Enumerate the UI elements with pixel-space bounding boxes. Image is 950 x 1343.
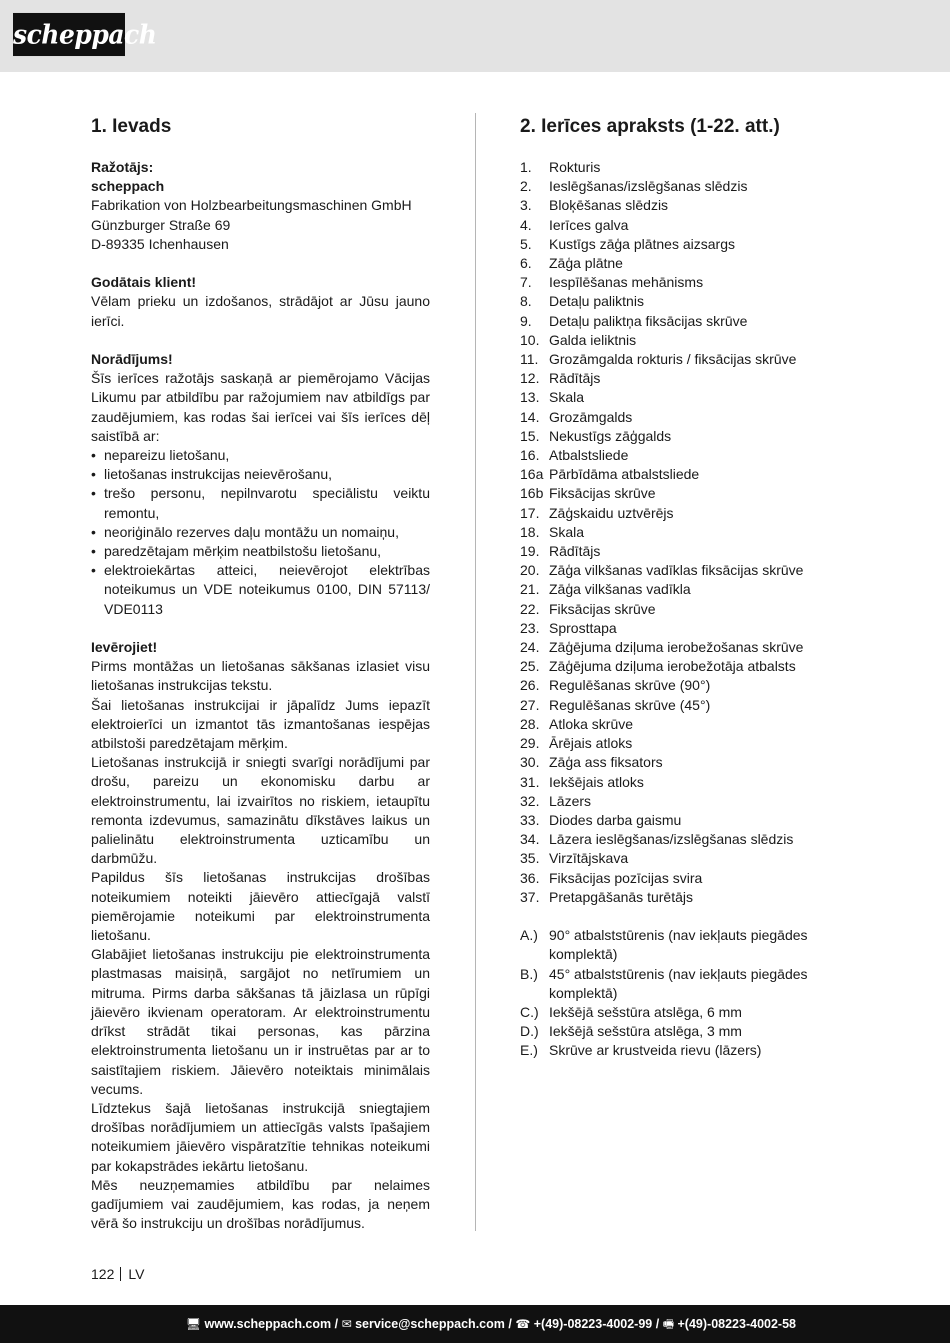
list-item: • trešo personu, nepilnvarotu speciālistu veiktu remontu, [91,484,430,522]
item-number: 8. [520,293,532,310]
list-item [520,331,865,350]
list-item: • lietošanas instrukcijas neievērošanu, [91,465,430,484]
item-label: Pretapgāšanās turētājs [549,888,693,905]
list-item [520,408,865,427]
item-number: 5. [520,235,532,252]
list-item [520,715,865,734]
list-item [520,926,865,964]
list-item [520,273,865,292]
list-item [520,619,865,638]
list-item [520,216,865,235]
list-item [520,792,865,811]
item-label: Fiksācijas skrūve [549,485,656,502]
attention-title: Ievērojiet! [91,639,158,656]
item-label: Lāzers [549,792,592,809]
item-label: Rokturis [549,159,601,175]
item-number: 26. [520,677,540,694]
list-item: • elektroiekārtas atteici, neievērojot elektrības noteikumus un VDE noteikumus 0100, DIN 57113/ VDE0113 [91,561,430,619]
list-item [520,773,865,792]
item-number: 30. [520,754,540,771]
item-label: Skala [549,523,585,540]
item-number: 7. [520,274,532,291]
list-item [520,849,865,868]
attention-paragraph: Šai lietošanas instrukcijai ir jāpalīdz Jums iepazīt elektroierīci un izmantot tās izmantošanas iespējas atbilstoši paredzētajam mērķim. [91,696,430,752]
list-item [520,696,865,715]
manufacturer-label: Ražotājs: [91,159,154,175]
list-item [520,254,865,273]
list-item [520,830,865,849]
item-number: 23. [520,619,540,636]
website-link[interactable]: www.scheppach.com [204,1317,332,1331]
item-number: A.) [520,927,538,944]
item-label: Atloka skrūve [549,715,634,732]
item-label: Regulēšanas skrūve (45°) [549,696,711,713]
note-text: Šīs ierīces ražotājs saskaņā ar piemērojamo Vācijas Likumu par atbildību par ražojumiem nav atbildīgs par zaudējumiem, kas rodas šai ierīcei vai šīs ierīces dēļ saistībā ar: [91,370,430,444]
list-item [520,1022,865,1041]
item-number: 21. [520,581,540,598]
list-item [520,369,865,388]
item-label: Sprosttapa [549,619,617,636]
list-item [520,504,865,523]
attention-paragraph: Glabājiet lietošanas instrukciju pie elektroinstrumenta plastmasas maisiņā, sargājot no netīrumiem un mitruma. Pirms darba sākšanas tā jāizlasa un rūpīgi jāievēro ikvienam operatoram. Ar elektroinstrumentu drīkst strādāt tikai personas, kas pārzina elektroinstrumenta lietošanu un ir instruētas par ar to saistītajiem riskiem. Jāievēro noteiktais minimālais vecums. [91,946,430,1097]
item-label: 45° atbalststūrenis (nav iekļauts piegādes komplektā) [549,965,808,1001]
list-item [520,484,865,503]
item-number: 13. [520,389,540,406]
list-item [520,312,865,331]
item-number: 36. [520,869,540,886]
item-label: Grozāmgalds [549,408,633,425]
item-label: Zāģējuma dziļuma ierobežošanas skrūve [549,639,804,656]
address-line: Fabrikation von Holzbearbeitungsmaschinen GmbH [91,197,412,214]
item-label: Pārbīdāma atbalstsliede [549,466,700,483]
item-number: 27. [520,696,540,713]
item-number: 14. [520,408,540,425]
item-label: Zāģskaidu uztvērējs [549,504,674,521]
list-item [520,1003,865,1022]
list-item [520,580,865,599]
item-label: 90° atbalststūrenis (nav iekļauts piegādes komplektā) [549,927,808,963]
item-number: 31. [520,773,540,790]
list-item [520,888,865,907]
item-label: Detaļu paliktņa fiksācijas skrūve [549,312,748,329]
list-item [520,427,865,446]
item-number: 10. [520,331,540,348]
item-label: Fiksācijas pozīcijas svira [549,869,703,886]
item-label: Kustīgs zāģa plātnes aizsargs [549,235,735,252]
list-item [520,1041,865,1060]
list-item [520,965,865,1003]
left-column [91,113,430,1233]
item-number: 16a [520,466,544,483]
item-label: Zāģa vilkšanas vadīkla [549,581,691,598]
accessories-list [520,926,865,1060]
item-label: Zāģējuma dziļuma ierobežotāja atbalsts [549,658,796,675]
column-divider [475,113,476,1231]
item-label: Rādītājs [549,543,601,560]
email-link[interactable]: service@scheppach.com [355,1317,505,1331]
list-item: • neoriģinālo rezerves daļu montāžu un nomaiņu, [91,523,430,542]
list-item [520,446,865,465]
list-item [520,676,865,695]
list-item: • paredzētajam mērķim neatbilstošu lietošanu, [91,542,430,561]
item-label: Skrūve ar krustveida rievu (lāzers) [549,1042,762,1059]
item-number: 22. [520,600,540,617]
item-label: Zāģa plātne [549,255,623,272]
page-number: 122 [91,1266,115,1282]
list-item [520,869,865,888]
item-number: 34. [520,831,540,848]
item-label: Bloķēšanas slēdzis [549,197,669,214]
list-item [520,388,865,407]
address-line: D-89335 Ichenhausen [91,235,229,252]
item-label: Zāģa vilkšanas vadīklas fiksācijas skrūve [549,562,804,579]
list-item [520,292,865,311]
item-number: 28. [520,715,540,732]
attention-paragraph: Mēs neuzņemamies atbildību par nelaimes gadījumiem vai zaudējumiem, kas rodas, ja neņem vērā šo instrukciju un drošības norādījumus. [91,1176,430,1232]
attention-paragraph: Papildus šīs lietošanas instrukcijas drošības noteikumiem noteikti jāievēro attiecīgajā valstī piemērojamie noteikumi par elektroinstrumenta lietošanu. [91,869,430,944]
greeting-text: Vēlam prieku un izdošanos, strādājot ar Jūsu jauno ierīci. [91,293,430,329]
list-item [520,600,865,619]
envelope-icon: ✉︎ [341,1317,352,1331]
manufacturer-name: scheppach [91,178,165,195]
list-item [520,235,865,254]
phone-number: +(49)-08223-4002-99 [533,1317,653,1331]
item-label: Atbalstsliede [549,447,629,464]
page-footer [91,1266,144,1282]
right-column [520,113,865,1061]
item-label: Zāģa ass fiksators [549,754,663,771]
attention-paragraph: Pirms montāžas un lietošanas sākšanas izlasiet visu lietošanas instrukcijas tekstu. [91,658,430,694]
item-label: Iekšējais atloks [549,773,644,790]
section-heading-description: 2. Ierīces apraksts (1-22. att.) [520,116,780,137]
phone-icon: ☎ [515,1317,531,1331]
item-number: 37. [520,888,540,905]
item-label: Fiksācijas skrūve [549,600,656,617]
item-label: Iekšējā sešstūra atslēga, 3 mm [549,1023,742,1040]
address-line: Günzburger Straße 69 [91,216,231,233]
item-label: Grozāmgalda rokturis / fiksācijas skrūve [549,351,797,368]
item-label: Iekšējā sešstūra atslēga, 6 mm [549,1003,742,1020]
item-number: B.) [520,965,538,982]
attention-paragraph: Līdztekus šajā lietošanas instrukcijā sniegtajiem drošības norādījumiem un attiecīgās valsts īpašajiem noteikumiem jāievēro vispāratzītie tehnikas noteikumi par kokapstrādes iekārtu lietošanu. [91,1099,430,1174]
item-number: 16. [520,447,540,464]
item-label: Ārējais atloks [549,735,633,752]
list-item [520,542,865,561]
list-item [520,158,865,177]
fax-number: +(49)-08223-4002-58 [677,1317,796,1331]
item-number: E.) [520,1042,538,1059]
list-item [520,734,865,753]
item-number: 32. [520,792,540,809]
item-number: 4. [520,216,532,233]
item-number: 25. [520,658,540,675]
section-heading-intro: 1. Ievads [91,116,172,137]
item-number: 1. [520,159,532,175]
list-item [520,638,865,657]
note-title: Norādījums! [91,351,173,367]
language-code: LV [128,1266,145,1282]
item-number: 17. [520,504,540,521]
footer-separator [120,1267,121,1281]
contact-bar: 🖥︎ www.scheppach.com / ✉︎ service@scheppach.com / ☎ +(49)-08223-4002-99 / 🖷︎ +(49)-08223-4002-58 [0,1305,950,1343]
item-label: Skala [549,389,585,406]
page-header [0,0,950,72]
item-number: 16b [520,485,544,502]
item-number: 24. [520,639,540,656]
item-label: Virzītājskava [549,850,629,867]
item-number: 9. [520,312,532,329]
item-label: Diodes darba gaismu [549,811,682,828]
list-item [520,350,865,369]
item-number: 12. [520,370,540,387]
note-list [91,446,430,619]
item-label: Iespīlēšanas mehānisms [549,274,704,291]
item-label: Lāzera ieslēgšanas/izslēgšanas slēdzis [549,831,794,848]
item-number: 29. [520,735,540,752]
scheppach-logo: scheppach [13,13,125,56]
item-number: 11. [520,351,539,368]
item-number: 19. [520,543,540,560]
item-number: 3. [520,197,532,214]
list-item [520,196,865,215]
list-item [520,177,865,196]
monitor-icon: 🖥︎ [185,1317,201,1331]
item-number: 18. [520,523,540,540]
fax-icon: 🖷︎ [662,1317,675,1331]
item-number: 33. [520,811,540,828]
item-label: Ierīces galva [549,216,629,233]
item-label: Rādītājs [549,370,601,387]
item-label: Ieslēgšanas/izslēgšanas slēdzis [549,178,748,195]
parts-list [520,158,865,907]
attention-paragraph: Lietošanas instrukcijā ir sniegti svarīgi norādījumi par drošu, pareizu un ekonomisku darbu ar elektroinstrumentu, lai izvairītos no riskiem, ietaupītu remonta izdevumus, samazinātu dīkstāves laikus un palielinātu elektroinstrumenta uzticamību un darbmūžu. [91,754,430,867]
list-item [520,523,865,542]
item-number: 6. [520,255,532,272]
list-item [520,465,865,484]
item-number: D.) [520,1023,539,1040]
item-label: Galda ieliktnis [549,331,637,348]
item-number: C.) [520,1003,539,1020]
item-label: Regulēšanas skrūve (90°) [549,677,711,694]
list-item [520,561,865,580]
item-label: Detaļu paliktnis [549,293,644,310]
list-item [520,657,865,676]
list-item [520,753,865,772]
list-item [520,811,865,830]
item-number: 20. [520,562,540,579]
list-item: • nepareizu lietošanu, [91,446,430,465]
greeting-title: Godātais klient! [91,274,197,291]
item-number: 2. [520,178,532,195]
item-number: 15. [520,427,540,444]
item-label: Nekustīgs zāģgalds [549,427,672,444]
item-number: 35. [520,850,540,867]
